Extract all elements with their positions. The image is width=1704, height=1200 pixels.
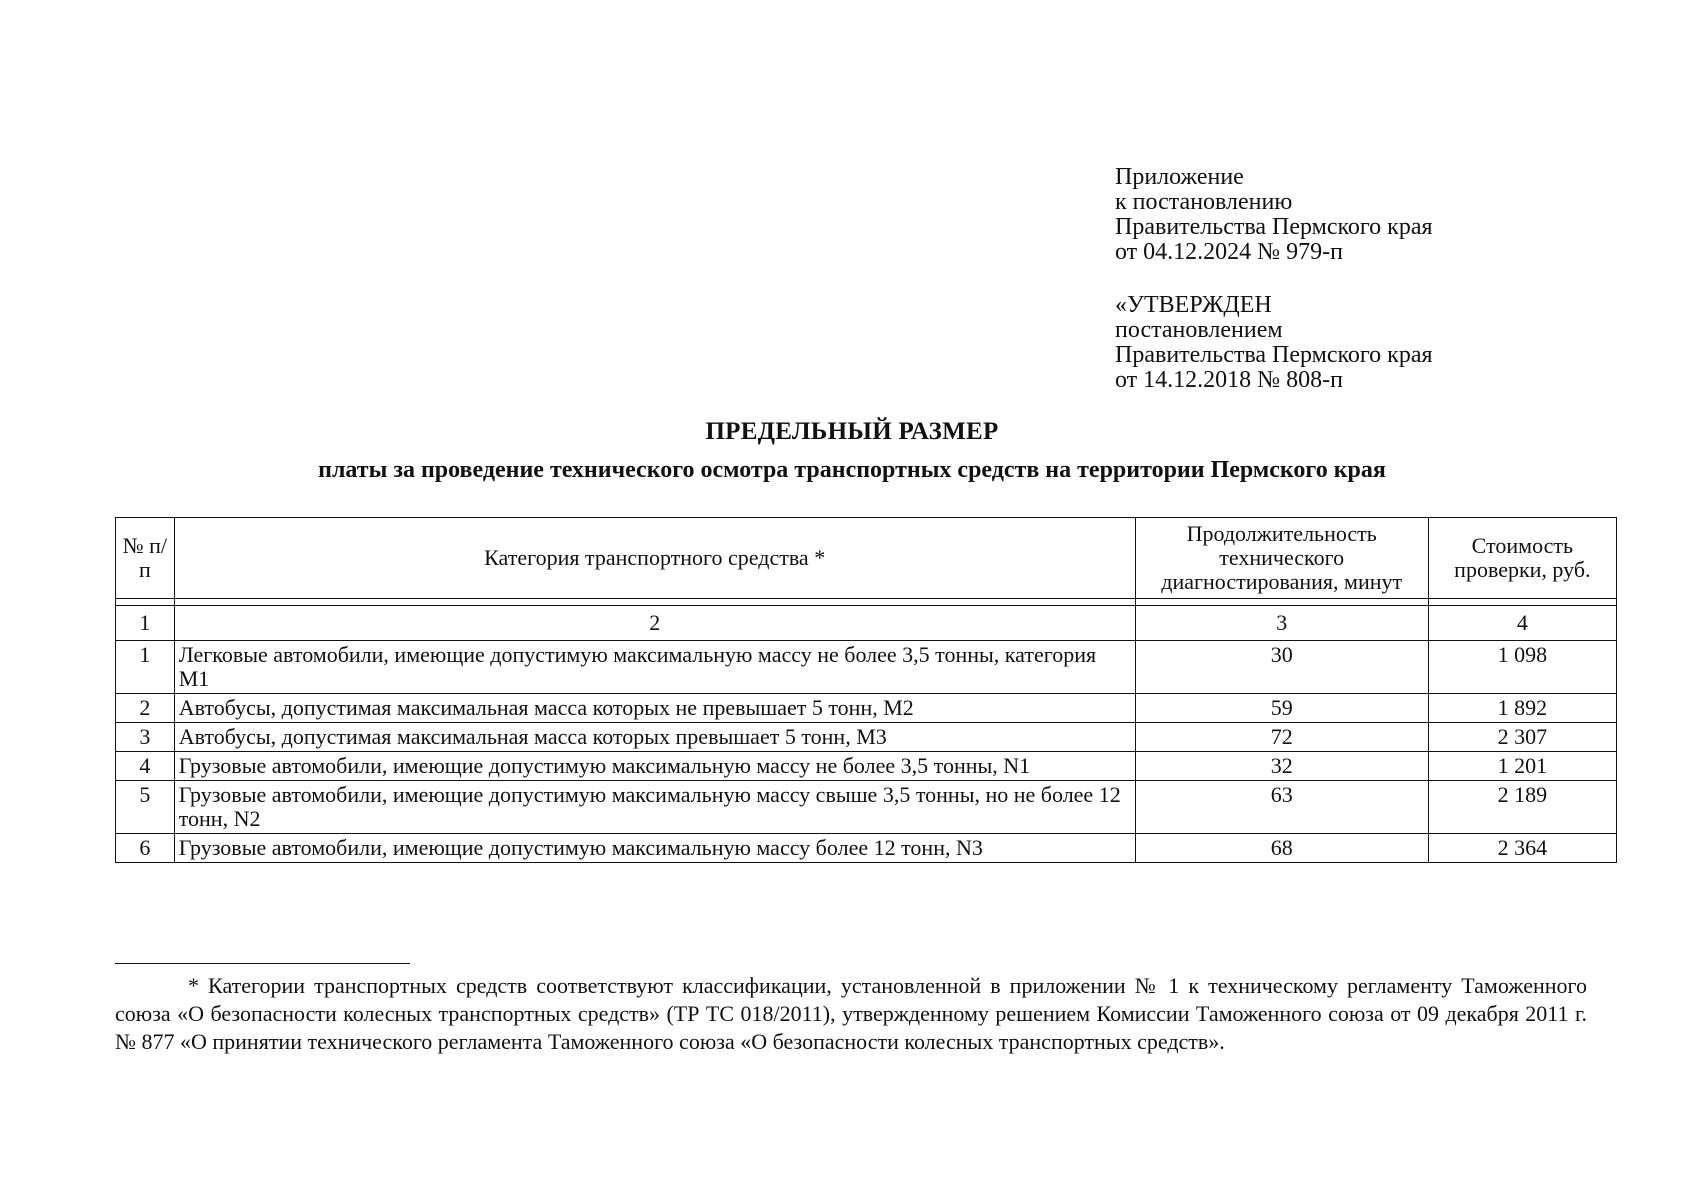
table-index-row bbox=[116, 606, 1617, 641]
footnote-divider bbox=[115, 963, 410, 964]
approval-header bbox=[1115, 165, 1433, 393]
row-duration: 32 bbox=[1135, 752, 1428, 781]
index-cell: 2 bbox=[174, 606, 1135, 641]
row-duration: 72 bbox=[1135, 723, 1428, 752]
row-cost: 2 364 bbox=[1428, 834, 1616, 863]
header-duration: Продолжительность технического диагностирования, минут bbox=[1135, 518, 1428, 599]
header-line: Правительства Пермского края bbox=[1115, 342, 1433, 368]
row-num: 3 bbox=[116, 723, 175, 752]
header-line: к постановлению bbox=[1115, 189, 1293, 215]
header-line: от 14.12.2018 № 808-п bbox=[1115, 367, 1343, 393]
index-cell: 1 bbox=[116, 606, 175, 641]
header-line: постановлением bbox=[1115, 317, 1283, 343]
row-cost: 1 892 bbox=[1428, 694, 1616, 723]
row-cost: 2 189 bbox=[1428, 781, 1616, 834]
row-category: Автобусы, допустимая максимальная масса которых не превышает 5 тонн, М2 bbox=[174, 694, 1135, 723]
table-row bbox=[116, 723, 1617, 752]
header-line: Правительства Пермского края bbox=[1115, 214, 1433, 240]
index-cell: 3 bbox=[1135, 606, 1428, 641]
document-subtitle: платы за проведение технического осмотра транспортных средств на территории Пермского края bbox=[318, 457, 1386, 483]
table-header-row bbox=[116, 518, 1617, 599]
row-num: 2 bbox=[116, 694, 175, 723]
row-duration: 68 bbox=[1135, 834, 1428, 863]
row-duration: 30 bbox=[1135, 641, 1428, 694]
footnote-text: * Категории транспортных средств соответствуют классификации, установленной в приложении № 1 к техническому регламенту Таможенного союза «О безопасности колесных транспортных средств» (ТР ТС 018/2011), утвержденному решением Комиссии Таможенного союза от 09 декабря 2011 г. № 877 «О принятии технического регламента Таможенного союза «О безопасности колесных транспортных средств». bbox=[115, 973, 1587, 1054]
row-duration: 59 bbox=[1135, 694, 1428, 723]
row-num: 4 bbox=[116, 752, 175, 781]
table-row bbox=[116, 834, 1617, 863]
table-row bbox=[116, 752, 1617, 781]
header-category: Категория транспортного средства * bbox=[174, 518, 1135, 599]
fee-table bbox=[115, 517, 1617, 863]
table-row bbox=[116, 781, 1617, 834]
table-row bbox=[116, 694, 1617, 723]
row-cost: 1 098 bbox=[1428, 641, 1616, 694]
row-cost: 1 201 bbox=[1428, 752, 1616, 781]
header-num: № п/п bbox=[116, 518, 175, 599]
header-cost: Стоимость проверки, руб. bbox=[1428, 518, 1616, 599]
row-cost: 2 307 bbox=[1428, 723, 1616, 752]
header-line: Приложение bbox=[1115, 164, 1244, 190]
document-title: ПРЕДЕЛЬНЫЙ РАЗМЕР bbox=[705, 418, 999, 445]
row-num: 6 bbox=[116, 834, 175, 863]
row-category: Легковые автомобили, имеющие допустимую максимальную массу не более 3,5 тонны, категория М1 bbox=[174, 641, 1135, 694]
row-category: Грузовые автомобили, имеющие допустимую максимальную массу свыше 3,5 тонны, но не более 12 тонн, N2 bbox=[174, 781, 1135, 834]
row-num: 5 bbox=[116, 781, 175, 834]
header-line: «УТВЕРЖДЕН bbox=[1115, 292, 1272, 318]
header-line: от 04.12.2024 № 979-п bbox=[1115, 239, 1343, 265]
row-num: 1 bbox=[116, 641, 175, 694]
row-category: Грузовые автомобили, имеющие допустимую максимальную массу не более 3,5 тонны, N1 bbox=[174, 752, 1135, 781]
row-category: Автобусы, допустимая максимальная масса которых превышает 5 тонн, М3 bbox=[174, 723, 1135, 752]
row-category: Грузовые автомобили, имеющие допустимую максимальную массу более 12 тонн, N3 bbox=[174, 834, 1135, 863]
table-row bbox=[116, 641, 1617, 694]
row-duration: 63 bbox=[1135, 781, 1428, 834]
index-cell: 4 bbox=[1428, 606, 1616, 641]
